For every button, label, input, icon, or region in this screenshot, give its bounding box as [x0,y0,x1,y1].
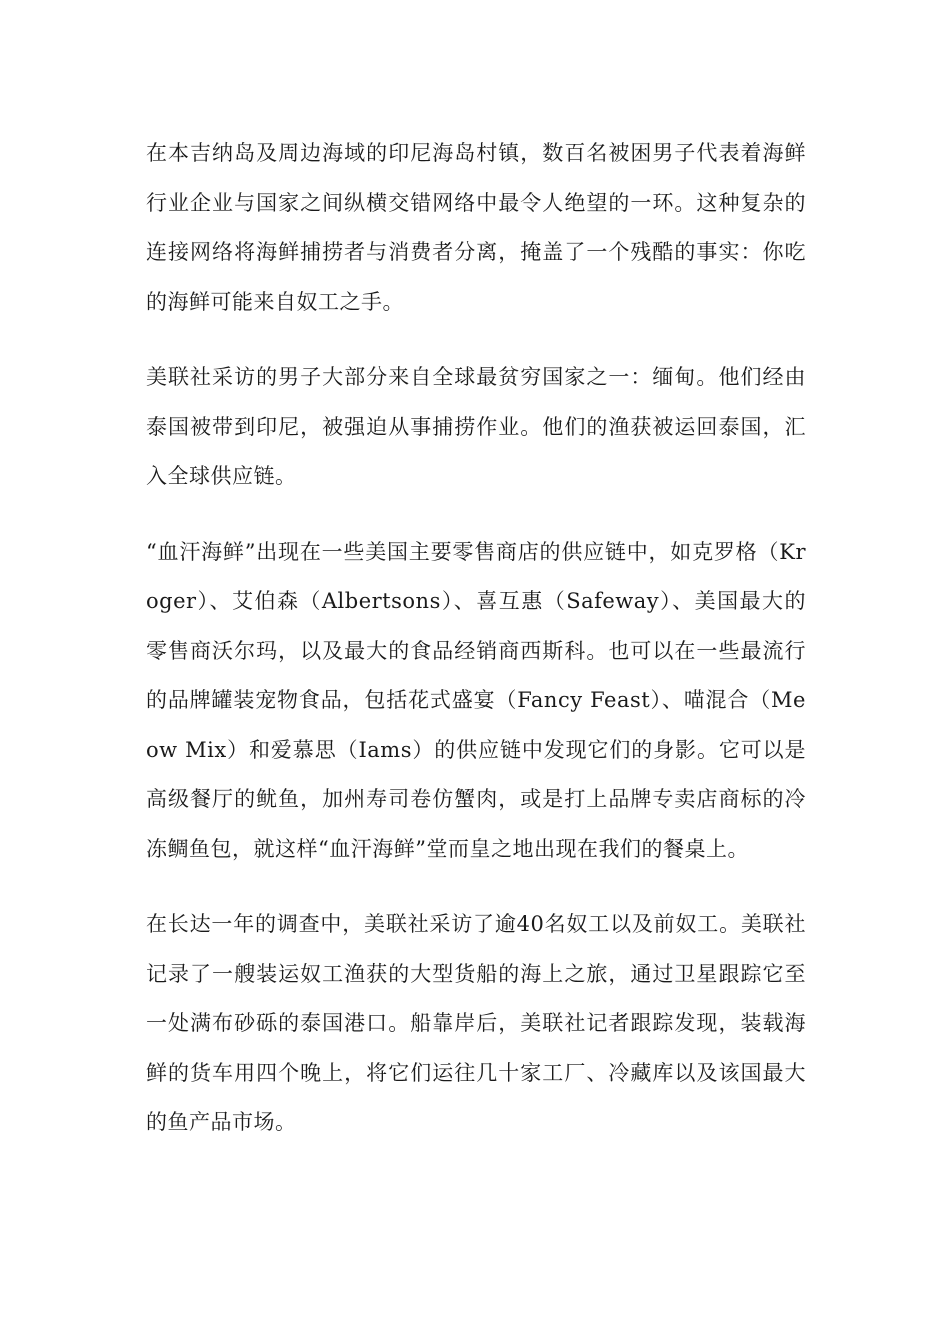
article-body [146,129,806,1174]
paragraph-1: 在本吉纳岛及周边海域的印尼海岛村镇，数百名被困男子代表着海鲜行业企业与国家之间纵横交错网络中最令人绝望的一环。这种复杂的连接网络将海鲜捕捞者与消费者分离，掩盖了一个残酷的事实：你吃的海鲜可能来自奴工之手。 [146,141,806,314]
paragraph-3: “血汗海鲜”出现在一些美国主要零售商店的供应链中，如克罗格（Kroger）、艾伯森（Albertsons）、喜互惠（Safeway）、美国最大的零售商沃尔玛，以及最大的食品经销商西斯科。也可以在一些最流行的品牌罐装宠物食品，包括花式盛宴（Fancy Feast）、喵混合（Meow Mix）和爱慕思（Iams）的供应链中发现它们的身影。它可以是高级餐厅的鱿鱼，加州寿司卷仿蟹肉，或是打上品牌专卖店商标的冷冻鲷鱼包，就这样“血汗海鲜”堂而皇之地出现在我们的餐桌上。 [146,539,806,861]
paragraph-2: 美联社采访的男子大部分来自全球最贫穷国家之一：缅甸。他们经由泰国被带到印尼，被强迫从事捕捞作业。他们的渔获被运回泰国，汇入全球供应链。 [146,365,806,488]
paragraph-4: 在长达一年的调查中，美联社采访了逾40名奴工以及前奴工。美联社记录了一艘装运奴工渔获的大型货船的海上之旅，通过卫星跟踪它至一处满布砂砾的泰国港口。船靠岸后，美联社记者跟踪发现，装载海鲜的货车用四个晚上，将它们运往几十家工厂、冷藏库以及该国最大的鱼产品市场。 [146,912,806,1134]
